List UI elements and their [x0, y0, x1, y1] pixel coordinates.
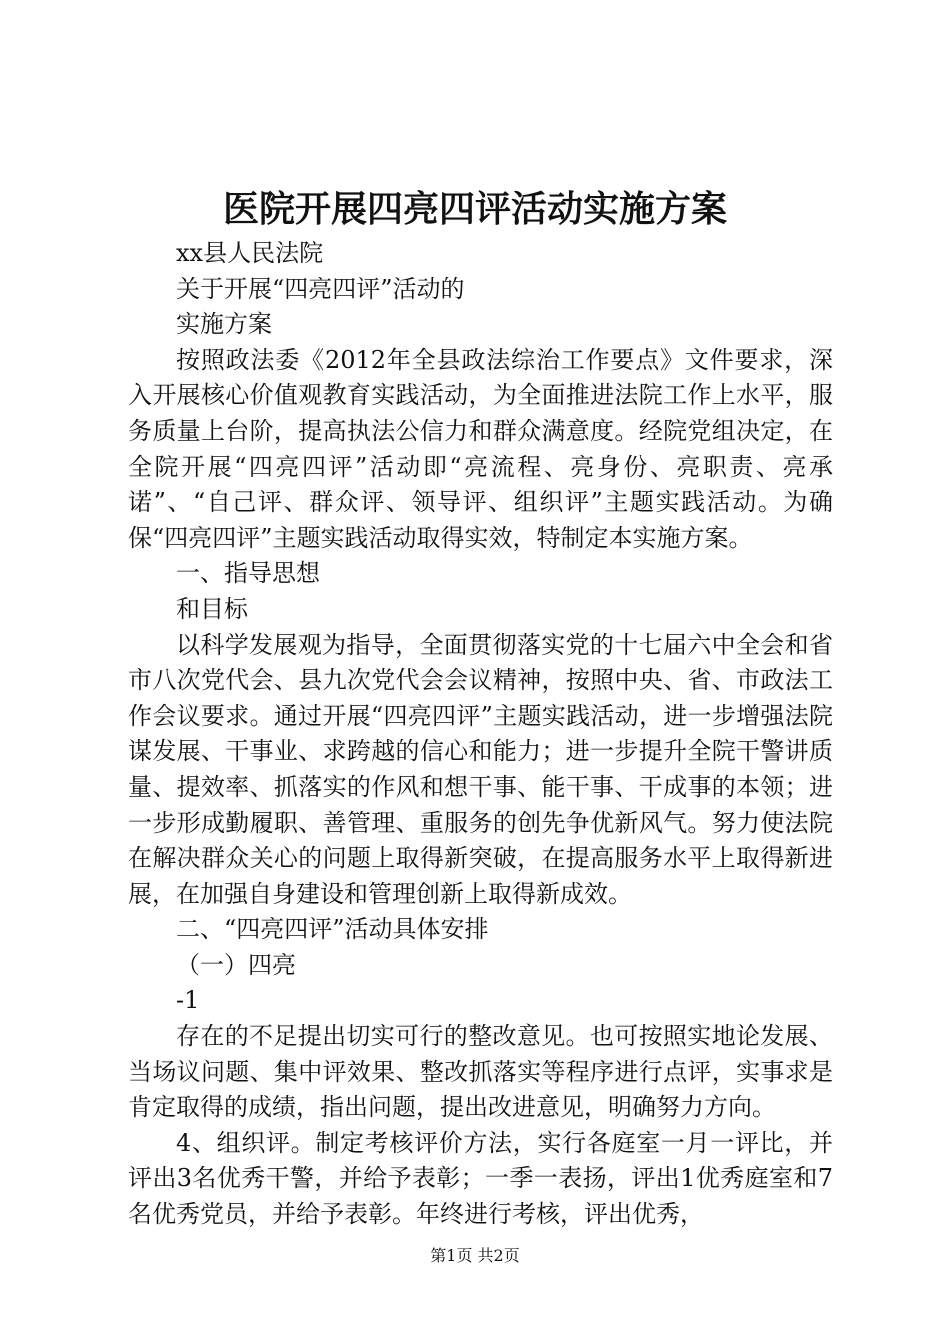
- section-heading: 二、“四亮四评”活动具体安排: [176, 915, 489, 944]
- section-heading: 和目标: [176, 594, 248, 623]
- body-paragraph: 以科学发展观为指导，全面贯彻落实党的十七届六中全会和省市八次党代会、县九次党代会会议精神，按照中央、省、市政法工作会议要求。通过开展“四亮四评”主题实践活动，进一步增强法院谋发展、干事业、求跨越的信心和能力；进一步提升全院干警讲质量、提效率、抓落实的作风和想干事、能干事、干成事的本领；进一步形成勤履职、善管理、重服务的创先争优新风气。努力使法院在解决群众关心的问题上取得新突破，在提高服务水平上取得新进展，在加强自身建设和管理创新上取得新成效。: [128, 630, 833, 908]
- page-footer: 第1页 共2页: [430, 1246, 520, 1265]
- subtitle-line: 实施方案: [176, 310, 272, 339]
- court-name: xx县人民法院: [176, 239, 324, 267]
- document-title: 医院开展四亮四评活动实施方案: [222, 188, 727, 230]
- body-paragraph: -1: [176, 986, 200, 1015]
- subtitle-line: 关于开展“四亮四评”活动的: [176, 274, 465, 303]
- body-paragraph: 4、组织评。制定考核评价方法，实行各庭室一月一评比，并评出3名优秀干警，并给予表彰；一季一表扬，评出1优秀庭室和7名优秀党员，并给予表彰。年终进行考核，评出优秀，: [128, 1128, 833, 1229]
- section-heading: 一、指导思想: [176, 559, 320, 588]
- document-body: [128, 236, 833, 1233]
- body-paragraph: 存在的不足提出切实可行的整改意见。也可按照实地论发展、当场议问题、集中评效果、整改抓落实等程序进行点评，实事求是肯定取得的成绩，指出问题，提出改进意见，明确努力方向。: [128, 1022, 833, 1122]
- body-paragraph: 按照政法委《2012年全县政法综治工作要点》文件要求，深入开展核心价值观教育实践活动，为全面推进法院工作上水平，服务质量上台阶，提高执法公信力和群众满意度。经院党组决定，在全院开展“四亮四评”活动即“亮流程、亮身份、亮职责、亮承诺”、“自己评、群众评、领导评、组织评”主题实践活动。为确保“四亮四评”主题实践活动取得实效，特制定本实施方案。: [128, 345, 833, 552]
- subsection-heading: （一）四亮: [176, 950, 296, 979]
